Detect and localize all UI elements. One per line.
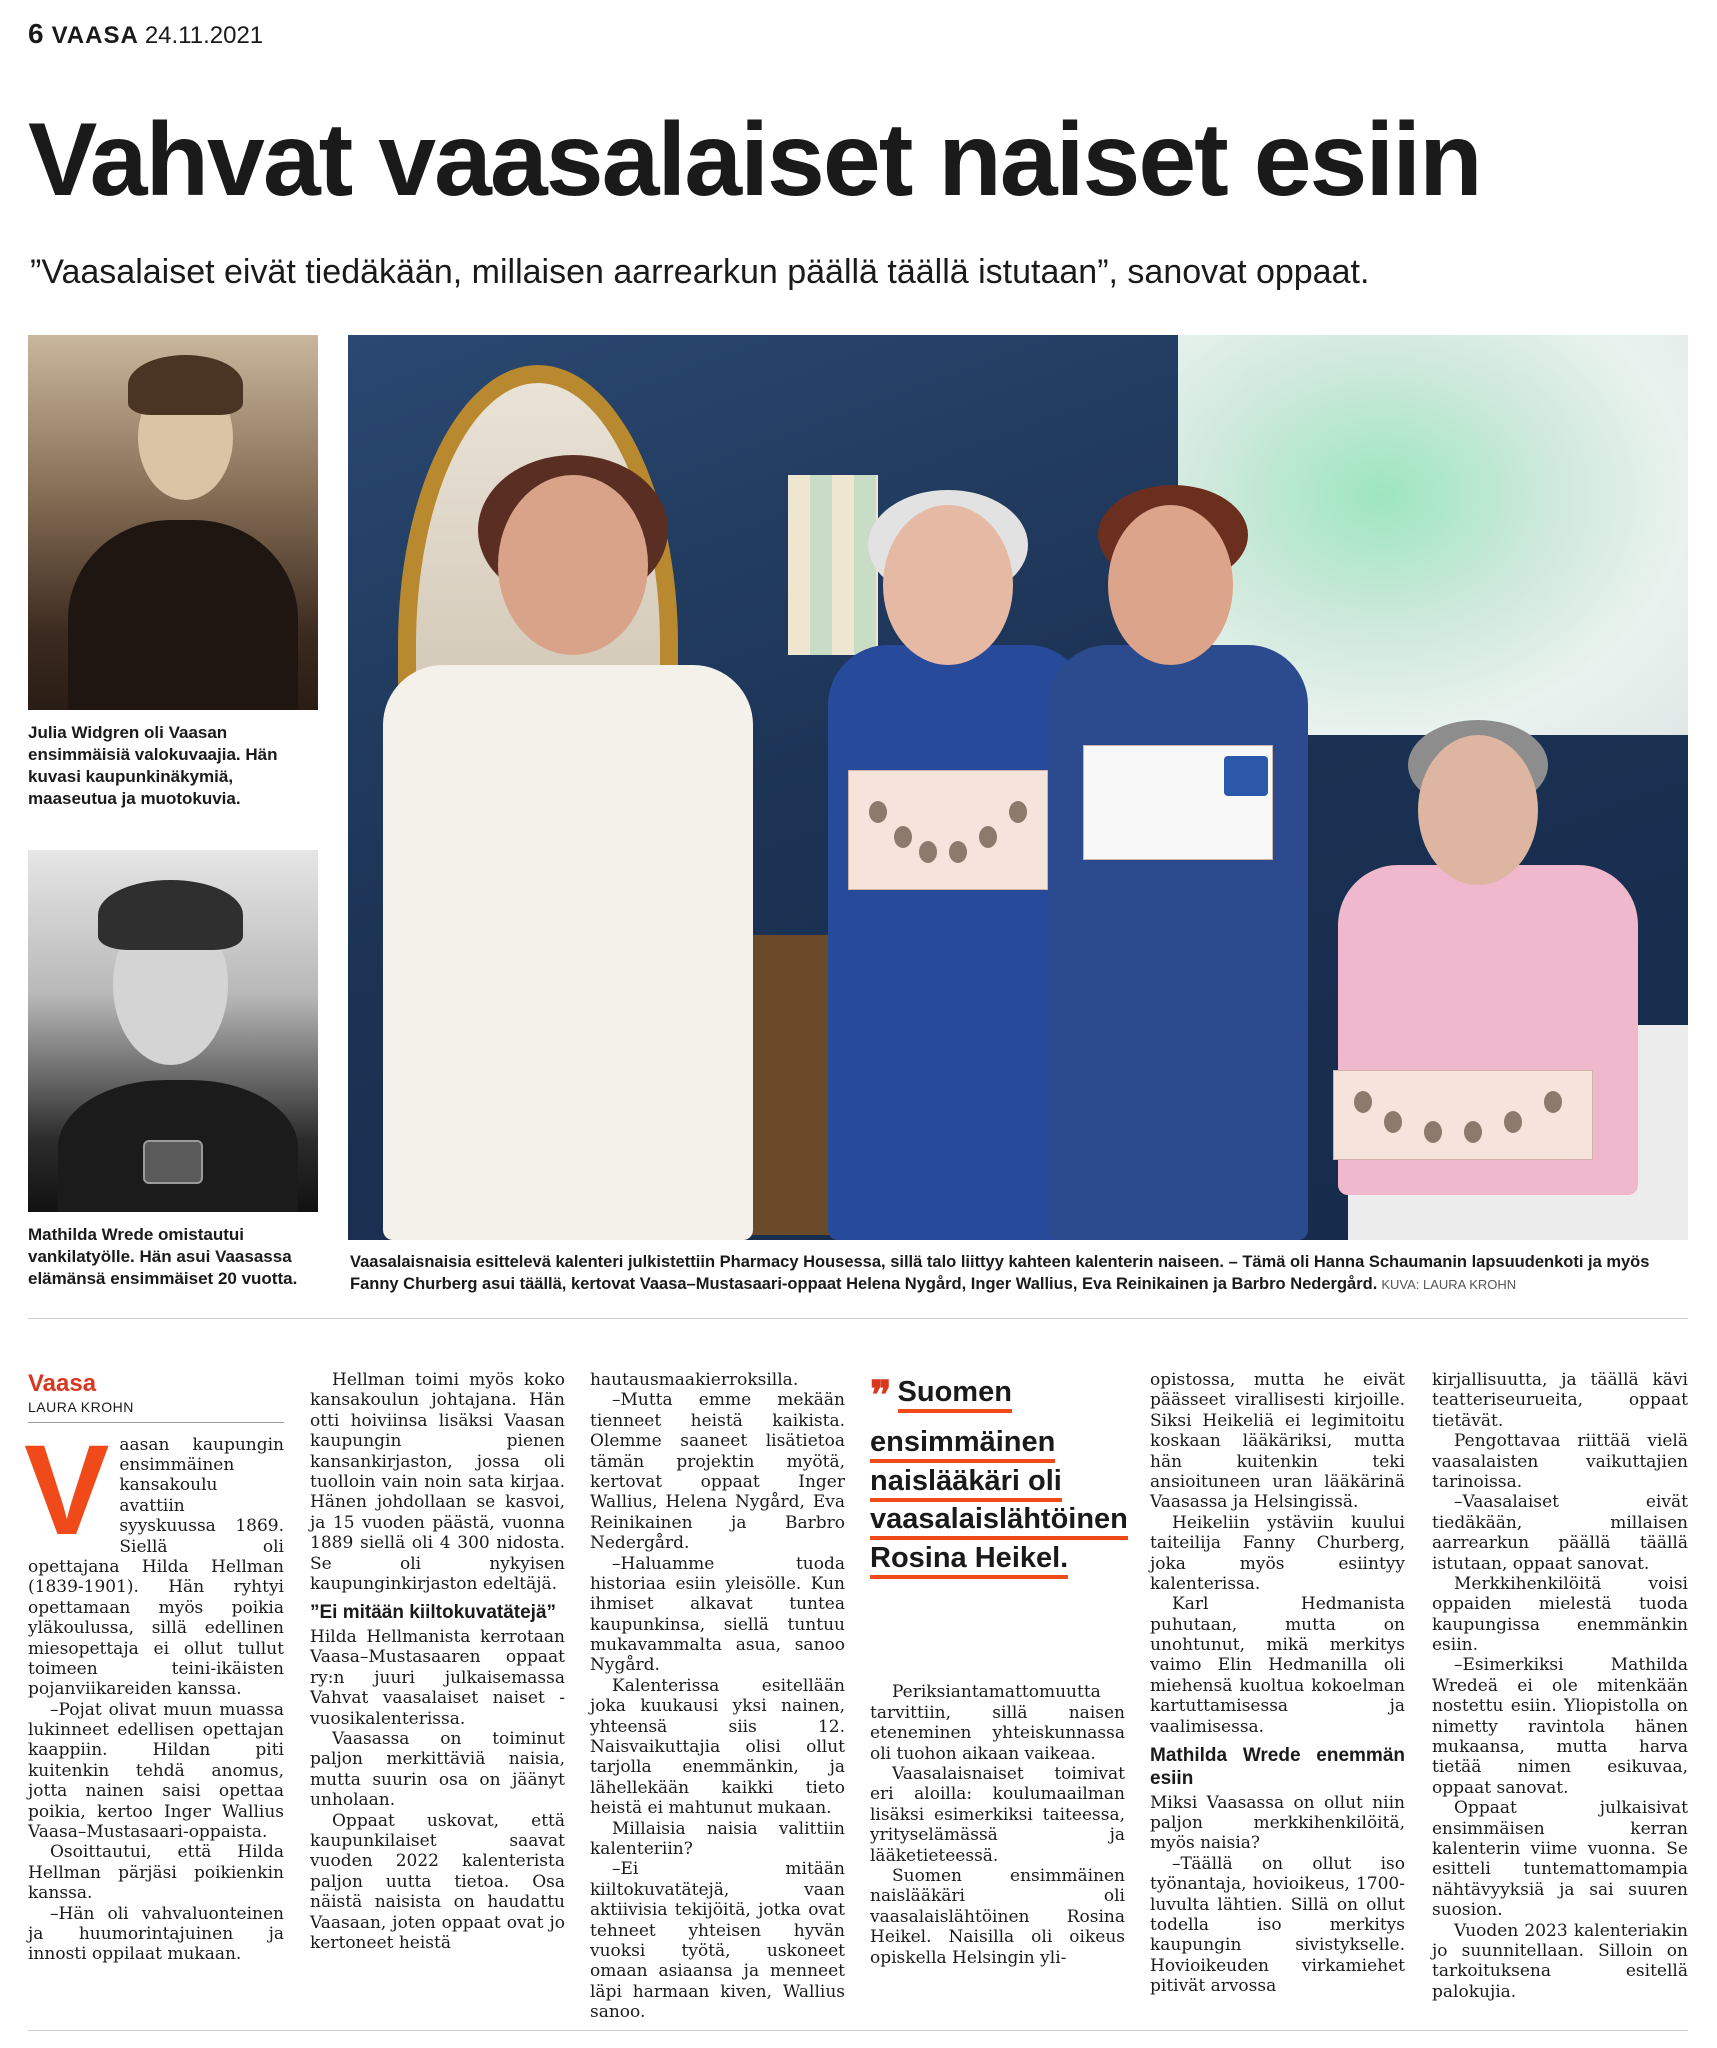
portrait-julia-widgren <box>28 335 318 710</box>
article-column-6 <box>1432 1370 1688 2002</box>
portrait-mathilda-wrede <box>28 850 318 1212</box>
paragraph: opistossa, mutta he eivät päässeet virallisesti kirjoille. Siksi Heikeliä ei legimitoitu koskaan lääkäriksi, mutta hän kuitenkin teki ansioituneen uran lääkärinä Vaasassa ja Helsingissä. <box>1150 1370 1405 1513</box>
paragraph: Oppaat uskovat, että kaupunkilaiset saavat vuoden 2022 kalenterista paljon uutta tietoa. Osa näistä naisista on haudattu Vaasaan, joten oppaat ovat jo kertoneet heistä <box>310 1810 565 1953</box>
paragraph: Miksi Vaasassa on ollut niin paljon merkkihenkilöitä, myös naisia? <box>1150 1792 1405 1854</box>
paragraph: aasan kaupungin ensimmäinen kansakoulu avattiin syyskuussa 1869. Siellä oli opettajana Hilda Hellman (1839-1901). Hän ryhtyi opettamaan myös poikia yläkoulussa, sillä edellinen miesopettaja ei ollut tullut toimeen teini-ikäisten pojanviikareiden kanssa. <box>28 1434 284 1700</box>
paragraph: hautausmaakierroksilla. <box>590 1370 799 1390</box>
article-column-5 <box>1150 1370 1405 1997</box>
paragraph: Vaasassa on toiminut paljon merkittäviä naisia, mutta suurin osa on jäänyt unholaan. <box>310 1729 565 1811</box>
portrait-caption-wrede: Mathilda Wrede omistautui vankilatyölle. Hän asui Vaasassa elämänsä ensimmäiset 20 vuotta. <box>28 1225 298 1289</box>
paragraph: –Vaasalaiset eivät tiedäkään, millaisen aarrearkun päällä täällä istutaan, oppaat sanovat. <box>1432 1492 1688 1574</box>
paragraph: –Mutta emme mekään tienneet heistä kaikista. Olemme saaneet lisätietoa tämän projektin myötä, kertovat oppaat Inger Wallius, Helena Nygård, Eva Reinikainen ja Barbro Nedergård. <box>590 1390 845 1554</box>
paragraph: Millaisia naisia valittiin kalenteriin? <box>590 1818 845 1859</box>
newspaper-name: VAASA <box>51 22 139 49</box>
photo-credit: KUVA: LAURA KROHN <box>1381 1276 1517 1292</box>
paragraph: kirjallisuutta, ja täällä kävi teatteriseurueita, oppaat tietävät. <box>1432 1370 1688 1431</box>
subheading: Mathilda Wrede enemmän esiin <box>1150 1745 1405 1789</box>
guide-logo-icon <box>1224 756 1268 796</box>
main-photo <box>348 335 1688 1240</box>
paragraph: Hellman toimi myös koko kansakoulun johtajana. Hän otti hoiviinsa lisäksi Vaasan kaupungin pienen kansankirjaston, jossa oli tuolloin vain noin sata kirjaa. Hänen johdollaan se kasvoi, ja 15 vuoden päästä, vuonna 1889 siellä oli 4 300 nidosta. Se oli nykyisen kaupunginkirjaston edeltäjä. <box>310 1370 565 1594</box>
paragraph: Periksiantamattomuutta tarvittiin, sillä naisen eteneminen yhteiskunnassa oli tuohon aikaan vaikeaa. <box>870 1682 1125 1764</box>
paragraph: –Hän oli vahvaluonteinen ja huumorintajuinen ja innosti oppilaat mukaan. <box>28 1903 284 1965</box>
byline: LAURA KROHN <box>28 1399 284 1423</box>
paragraph: Karl Hedmanista puhutaan, mutta on unohtunut, mikä merkitys vaimo Elin Hedmanilla oli miehensä kuoltua kokoelman kartuttamisessa ja vaalimisessa. <box>1150 1594 1405 1737</box>
paragraph: Oppaat julkaisivat ensimmäisen kerran kalenterin viime vuonna. Se esitteli tuntemattomampia nähtävyyksiä ja sai suuren suosion. <box>1432 1798 1688 1921</box>
paragraph: Suomen ensimmäinen naislääkäri oli vaasalaislähtöinen Rosina Heikel. Naisilla oli oikeus opiskella Helsingin yli- <box>870 1865 1125 1968</box>
pull-quote-text: Suomen ensimmäinen naislääkäri oli vaasalaislähtöinen Rosina Heikel. <box>870 1376 1128 1579</box>
divider <box>28 1318 1688 1319</box>
subheading: ”Ei mitään kiiltokuvatätejä” <box>310 1602 557 1624</box>
paragraph: –Esimerkiksi Mathilda Wredeä ei ole mitenkään nostettu esiin. Yliopistolla on nimetty ravintola hänen mukaansa, mutta harva tietää nimen esikuvaa, oppaat sanovat. <box>1432 1655 1688 1798</box>
page-folio <box>28 18 263 50</box>
photo-caption <box>350 1252 1690 1296</box>
paragraph: Merkkihenkilöitä voisi oppaiden mielestä tuoda kaupungissa enemmänkin esiin. <box>1432 1573 1688 1656</box>
calendar-back <box>1083 745 1273 860</box>
page-number: 6 <box>28 18 44 49</box>
issue-date: 24.11.2021 <box>144 22 264 49</box>
article-deck: ”Vaasalaiset eivät tiedäkään, millaisen aarrearkun päällä täällä istutaan”, sanovat oppaat. <box>30 253 1370 291</box>
quote-mark-icon: ❞ <box>870 1374 892 1418</box>
calendar-front <box>848 770 1048 890</box>
calendar-stack <box>1333 1070 1593 1160</box>
paragraph: Vuoden 2023 kalenteriakin jo suunnitellaan. Silloin on tarkoituksena esitellä palokujia. <box>1432 1920 1688 2002</box>
section-label: Vaasa <box>28 1370 97 1397</box>
article-column-2 <box>310 1370 565 1953</box>
portrait-caption-widgren: Julia Widgren oli Vaasan ensimmäisiä valokuvaajia. Hän kuvasi kaupunkinäkymiä, maaseutua ja muotokuvia. <box>28 723 278 809</box>
paragraph: Osoittautui, että Hilda Hellman pärjäsi poikienkin kanssa. <box>28 1842 284 1904</box>
paragraph: –Haluamme tuoda historiaa esiin yleisölle. Kun ihmiset alkavat tuntea kaupunkinsa, siellä tuntuu mukavammalta asua, sanoo Nygård. <box>590 1553 845 1676</box>
pull-quote <box>870 1370 1128 1577</box>
divider <box>28 2030 1688 2031</box>
paragraph: Kalenterissa esitellään joka kuukausi yksi nainen, yhteensä siis 12. Naisvaikuttajia olisi ollut tarjolla enemmänkin, ja lähellekään kaikki tieto heistä ei mahtunut mukaan. <box>590 1675 845 1819</box>
armo-badge-icon <box>143 1140 203 1184</box>
paragraph: –Ei mitään kiiltokuvatätejä, vaan aktiivisia tekijöitä, jotka ovat tehneet yhteisen hyvän vuoksi työtä, uskoneet omaan asiaansa ja menneet läpi harmaan kiven, Wallius sanoo. <box>590 1859 845 2023</box>
article-column-1 <box>24 1370 284 1965</box>
drop-cap: V <box>24 1418 110 1562</box>
article-column-4 <box>870 1370 1128 1968</box>
paragraph: Heikeliin ystäviin kuului taiteilija Fanny Churberg, joka myös esiintyy kalenterissa. <box>1150 1512 1405 1594</box>
article-headline: Vahvat vaasalaiset naiset esiin <box>28 102 1481 218</box>
paragraph: –Täällä on ollut iso työnantaja, hovioikeus, 1700-luvulta lähtien. Sillä on ollut todella iso merkitys kaupungin sivistykselle. Hovioikeuden virkamiehet pitivät arvossa <box>1150 1853 1405 1997</box>
paragraph: Vaasalaisnaiset toimivat eri aloilla: koulumaailman lisäksi esimerkiksi taiteessa, yrityselämässä ja lääketieteessä. <box>870 1764 1125 1866</box>
paragraph: Pengottavaa riittää vielä vaasalaisten vaikuttajien tarinoissa. <box>1432 1431 1688 1492</box>
paragraph: Hilda Hellmanista kerrotaan Vaasa–Mustasaaren oppaat ry:n juuri julkaisemassa Vahvat vaasalaiset naiset -vuosikalenterissa. <box>310 1627 565 1729</box>
article-column-3 <box>590 1370 845 2023</box>
photo-caption-text: Vaasalaisnaisia esittelevä kalenteri julkistettiin Pharmacy Housessa, sillä talo liittyy kahteen kalenterin naiseen. – Tämä oli Hanna Schaumanin lapsuudenkoti ja myös Fanny Churberg asui täällä, kertovat Vaasa–Mustasaari-oppaat Helena Nygård, Inger Wallius, Eva Reinikainen ja Barbro Nedergård. <box>350 1253 1650 1293</box>
paragraph: –Pojat olivat muun muassa lukinneet edellisen opettajan kaappiin. Hildan piti kuitenkin tehdä anomus, jotta nainen saisi opettaa poikia, kertoo Inger Wallius Vaasa–Mustasaari-oppaista. <box>28 1699 284 1843</box>
